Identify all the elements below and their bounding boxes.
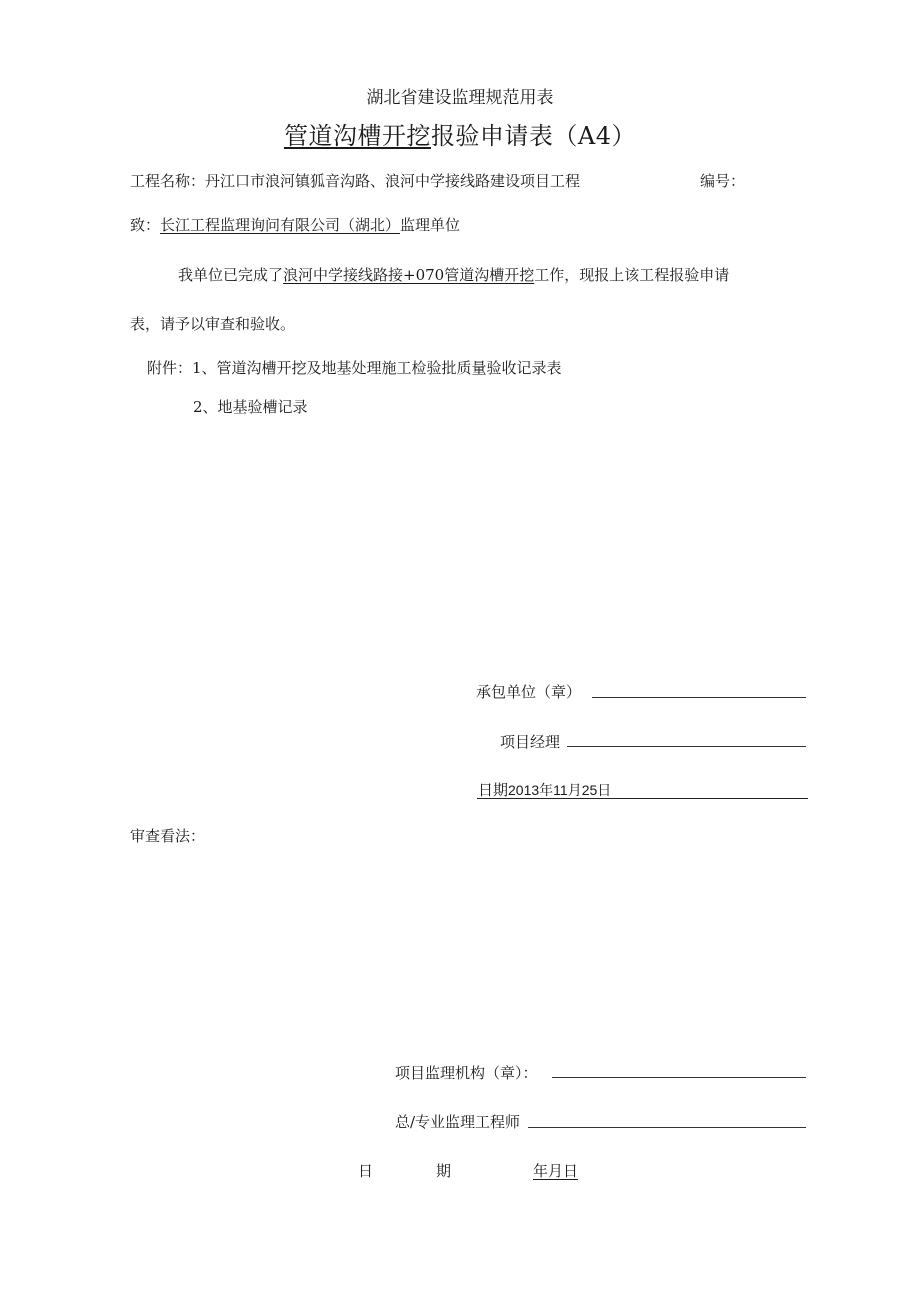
contractor-date-label: 日期 (478, 781, 509, 799)
body-suffix: 工作，现报上该工程报验申请 (534, 266, 730, 284)
supervision-date-char-1: 日 (358, 1162, 374, 1180)
project-name-value: 丹江口市浪河镇狐音沟路、浪河中学接线路建设项目工程 (205, 172, 581, 190)
supervision-org-label: 项目监理机构（章）： (395, 1064, 538, 1082)
recipient-prefix: 致： (130, 216, 161, 234)
project-manager-signature-line (567, 746, 806, 747)
contractor-date-row (478, 780, 611, 800)
supervision-date-value: 年月日 (533, 1162, 579, 1180)
recipient-name: 长江工程监理询问有限公司（湖北） (160, 216, 401, 234)
supervision-org-signature-line (552, 1077, 806, 1078)
form-title-work-item: 管道沟槽开挖 (283, 122, 431, 150)
contractor-unit-signature-line (592, 697, 806, 698)
body-prefix: 我单位已完成了 (178, 266, 284, 284)
contractor-unit-label: 承包单位（章） (476, 683, 582, 701)
recipient-suffix: 监理单位 (400, 216, 461, 234)
contractor-date-value: 2013年11月25日 (508, 782, 612, 798)
attachment-item-1: 1、管道沟槽开挖及地基处理施工检验批质量验收记录表 (192, 359, 562, 377)
supervising-engineer-signature-line (528, 1127, 806, 1128)
review-opinion-label: 审查看法： (130, 827, 206, 845)
form-number-label: 编号： (700, 172, 746, 190)
supervision-date-char-2: 期 (436, 1162, 452, 1180)
body-line-2: 表，请予以审查和验收。 (130, 315, 296, 333)
project-name-row (130, 171, 580, 191)
project-name-label: 工程名称： (130, 172, 206, 190)
form-title-rest: 报验申请表（A4） (430, 122, 637, 150)
form-series-title: 湖北省建设监理规范用表 (366, 88, 554, 108)
completed-work: 浪河中学接线路接+070管道沟槽开挖 (283, 266, 535, 284)
body-line-1 (178, 265, 729, 285)
attachments-label: 附件： (147, 359, 193, 377)
recipient-row (130, 215, 460, 235)
form-title (0, 120, 920, 152)
project-manager-label: 项目经理 (500, 733, 561, 751)
supervising-engineer-label: 总/专业监理工程师 (395, 1113, 521, 1131)
contractor-date-line (477, 798, 808, 799)
attachment-item-2: 2、地基验槽记录 (193, 398, 308, 416)
attachment-row-1 (147, 358, 562, 378)
